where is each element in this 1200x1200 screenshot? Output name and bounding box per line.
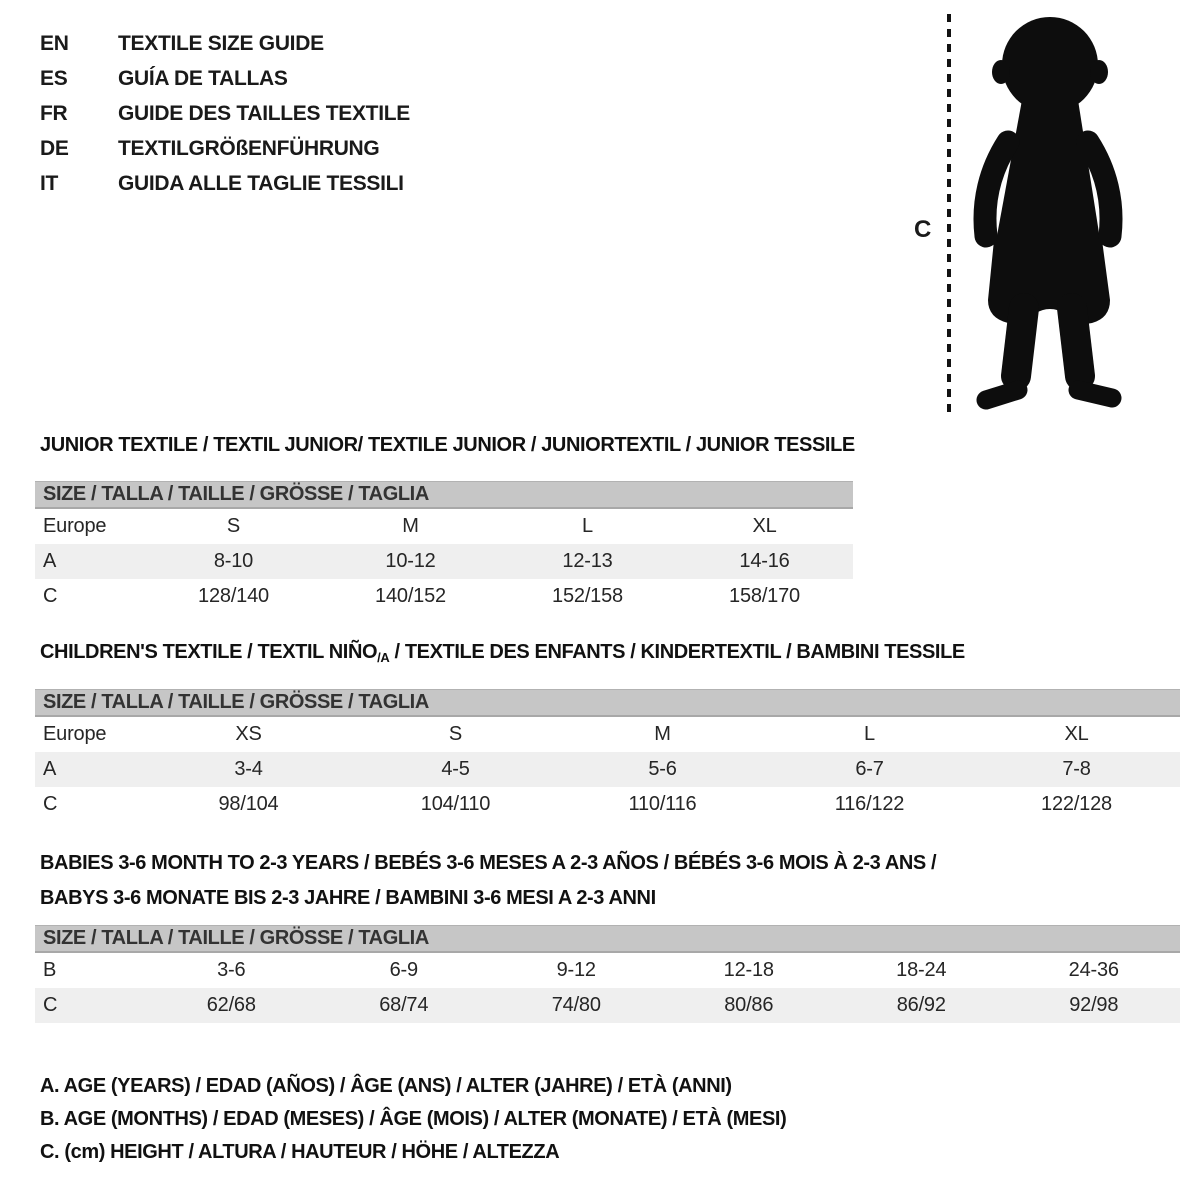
height-measure-dashed-line (947, 14, 951, 414)
height-value: 116/122 (834, 793, 905, 815)
height-value: 128/140 (198, 585, 269, 607)
babies-size-table (35, 925, 1180, 1023)
junior-size-table (35, 481, 853, 614)
height-value: 110/116 (628, 793, 697, 815)
language-code: ES (40, 66, 68, 90)
language-row-fr (40, 96, 410, 131)
language-row-it (40, 166, 410, 201)
table-row-age-years (35, 544, 853, 579)
size-header-label: SIZE / TALLA / TAILLE / GRÖSSE / TAGLIA (43, 927, 429, 949)
size-header-label: SIZE / TALLA / TAILLE / GRÖSSE / TAGLIA (43, 483, 429, 505)
language-code: DE (40, 136, 69, 160)
age-value: 24-36 (1068, 959, 1119, 981)
row-label: Europe (43, 515, 107, 537)
table-row-height-cm (35, 787, 1180, 822)
table-row-age-years (35, 752, 1180, 787)
size-value: L (582, 515, 593, 537)
height-value: 74/80 (551, 994, 601, 1016)
height-value: 140/152 (375, 585, 446, 607)
size-value: XL (1064, 723, 1089, 745)
measurement-legend (40, 1070, 786, 1169)
age-value: 4-5 (441, 758, 470, 780)
age-value: 8-10 (213, 550, 254, 572)
age-value: 7-8 (1062, 758, 1091, 780)
size-value: L (864, 723, 875, 745)
language-row-en (40, 26, 410, 61)
language-title: GUIDA ALLE TAGLIE TESSILI (118, 171, 404, 195)
size-value: M (402, 515, 419, 537)
row-label: A (43, 550, 57, 572)
children-title-prefix: CHILDREN'S TEXTILE / TEXTIL NIÑO (40, 641, 378, 663)
children-section-title (40, 641, 965, 664)
legend-age-years: A. AGE (YEARS) / EDAD (AÑOS) / ÂGE (ANS) / ALTER (JAHRE) / ETÀ (ANNI) (40, 1075, 732, 1097)
language-title: GUIDE DES TAILLES TEXTILE (118, 101, 410, 125)
row-label: A (43, 758, 57, 780)
babies-section-title (40, 846, 936, 916)
height-value: 152/158 (552, 585, 623, 607)
language-code: FR (40, 101, 68, 125)
children-title-suffix: / TEXTILE DES ENFANTS / KINDERTEXTIL / BAMBINI TESSILE (389, 641, 965, 663)
age-value: 10-12 (385, 550, 436, 572)
children-title-subscript: /A (377, 650, 390, 665)
language-row-de (40, 131, 410, 166)
row-label: C (43, 585, 58, 607)
language-title: TEXTILE SIZE GUIDE (118, 31, 324, 55)
children-size-table (35, 689, 1180, 822)
size-header-bar (35, 481, 853, 509)
age-value: 14-16 (739, 550, 790, 572)
legend-age-months: B. AGE (MONTHS) / EDAD (MESES) / ÂGE (MOIS) / ALTER (MONATE) / ETÀ (MESI) (40, 1108, 787, 1130)
height-value: 62/68 (206, 994, 256, 1016)
size-value: S (226, 515, 241, 537)
size-header-bar (35, 689, 1180, 717)
size-header-label: SIZE / TALLA / TAILLE / GRÖSSE / TAGLIA (43, 691, 429, 713)
height-value: 80/86 (724, 994, 774, 1016)
babies-title-line1: BABIES 3-6 MONTH TO 2-3 YEARS / BEBÉS 3-6 MESES A 2-3 AÑOS / BÉBÉS 3-6 MOIS À 2-3 ANS / (40, 852, 937, 874)
height-value: 104/110 (420, 793, 491, 815)
age-value: 6-7 (855, 758, 884, 780)
language-row-es (40, 61, 410, 96)
age-value: 6-9 (389, 959, 418, 981)
height-value: 98/104 (218, 793, 279, 815)
language-code: IT (40, 171, 59, 195)
height-value: 122/128 (1041, 793, 1112, 815)
toddler-silhouette-icon (960, 10, 1138, 414)
table-row-age-months (35, 953, 1180, 988)
row-label: C (43, 793, 58, 815)
height-measure-label: C (914, 216, 932, 243)
age-value: 12-18 (723, 959, 774, 981)
language-code: EN (40, 31, 69, 55)
row-label: B (43, 959, 57, 981)
language-list (40, 26, 410, 201)
age-value: 3-6 (217, 959, 246, 981)
table-row-europe (35, 717, 1180, 752)
height-value: 86/92 (896, 994, 946, 1016)
size-value: XL (752, 515, 777, 537)
babies-title-line2: BABYS 3-6 MONATE BIS 2-3 JAHRE / BAMBINI 3-6 MESI A 2-3 ANNI (40, 887, 656, 909)
table-row-europe (35, 509, 853, 544)
age-value: 9-12 (556, 959, 596, 981)
size-value: M (654, 723, 671, 745)
table-row-height-cm (35, 988, 1180, 1023)
height-value: 158/170 (729, 585, 800, 607)
height-value: 92/98 (1069, 994, 1119, 1016)
language-title: TEXTILGRÖßENFÜHRUNG (118, 136, 380, 160)
age-value: 5-6 (648, 758, 677, 780)
legend-height-cm: C. (cm) HEIGHT / ALTURA / HAUTEUR / HÖHE / ALTEZZA (40, 1141, 560, 1163)
row-label: Europe (43, 723, 107, 745)
size-value: S (448, 723, 463, 745)
language-title: GUÍA DE TALLAS (118, 66, 288, 90)
age-value: 12-13 (562, 550, 613, 572)
junior-section-title: JUNIOR TEXTILE / TEXTIL JUNIOR/ TEXTILE JUNIOR / JUNIORTEXTIL / JUNIOR TESSILE (40, 434, 855, 456)
row-label: C (43, 994, 58, 1016)
age-value: 18-24 (896, 959, 947, 981)
age-value: 3-4 (234, 758, 263, 780)
table-row-height-cm (35, 579, 853, 614)
size-value: XS (235, 723, 262, 745)
height-value: 68/74 (379, 994, 429, 1016)
size-header-bar (35, 925, 1180, 953)
